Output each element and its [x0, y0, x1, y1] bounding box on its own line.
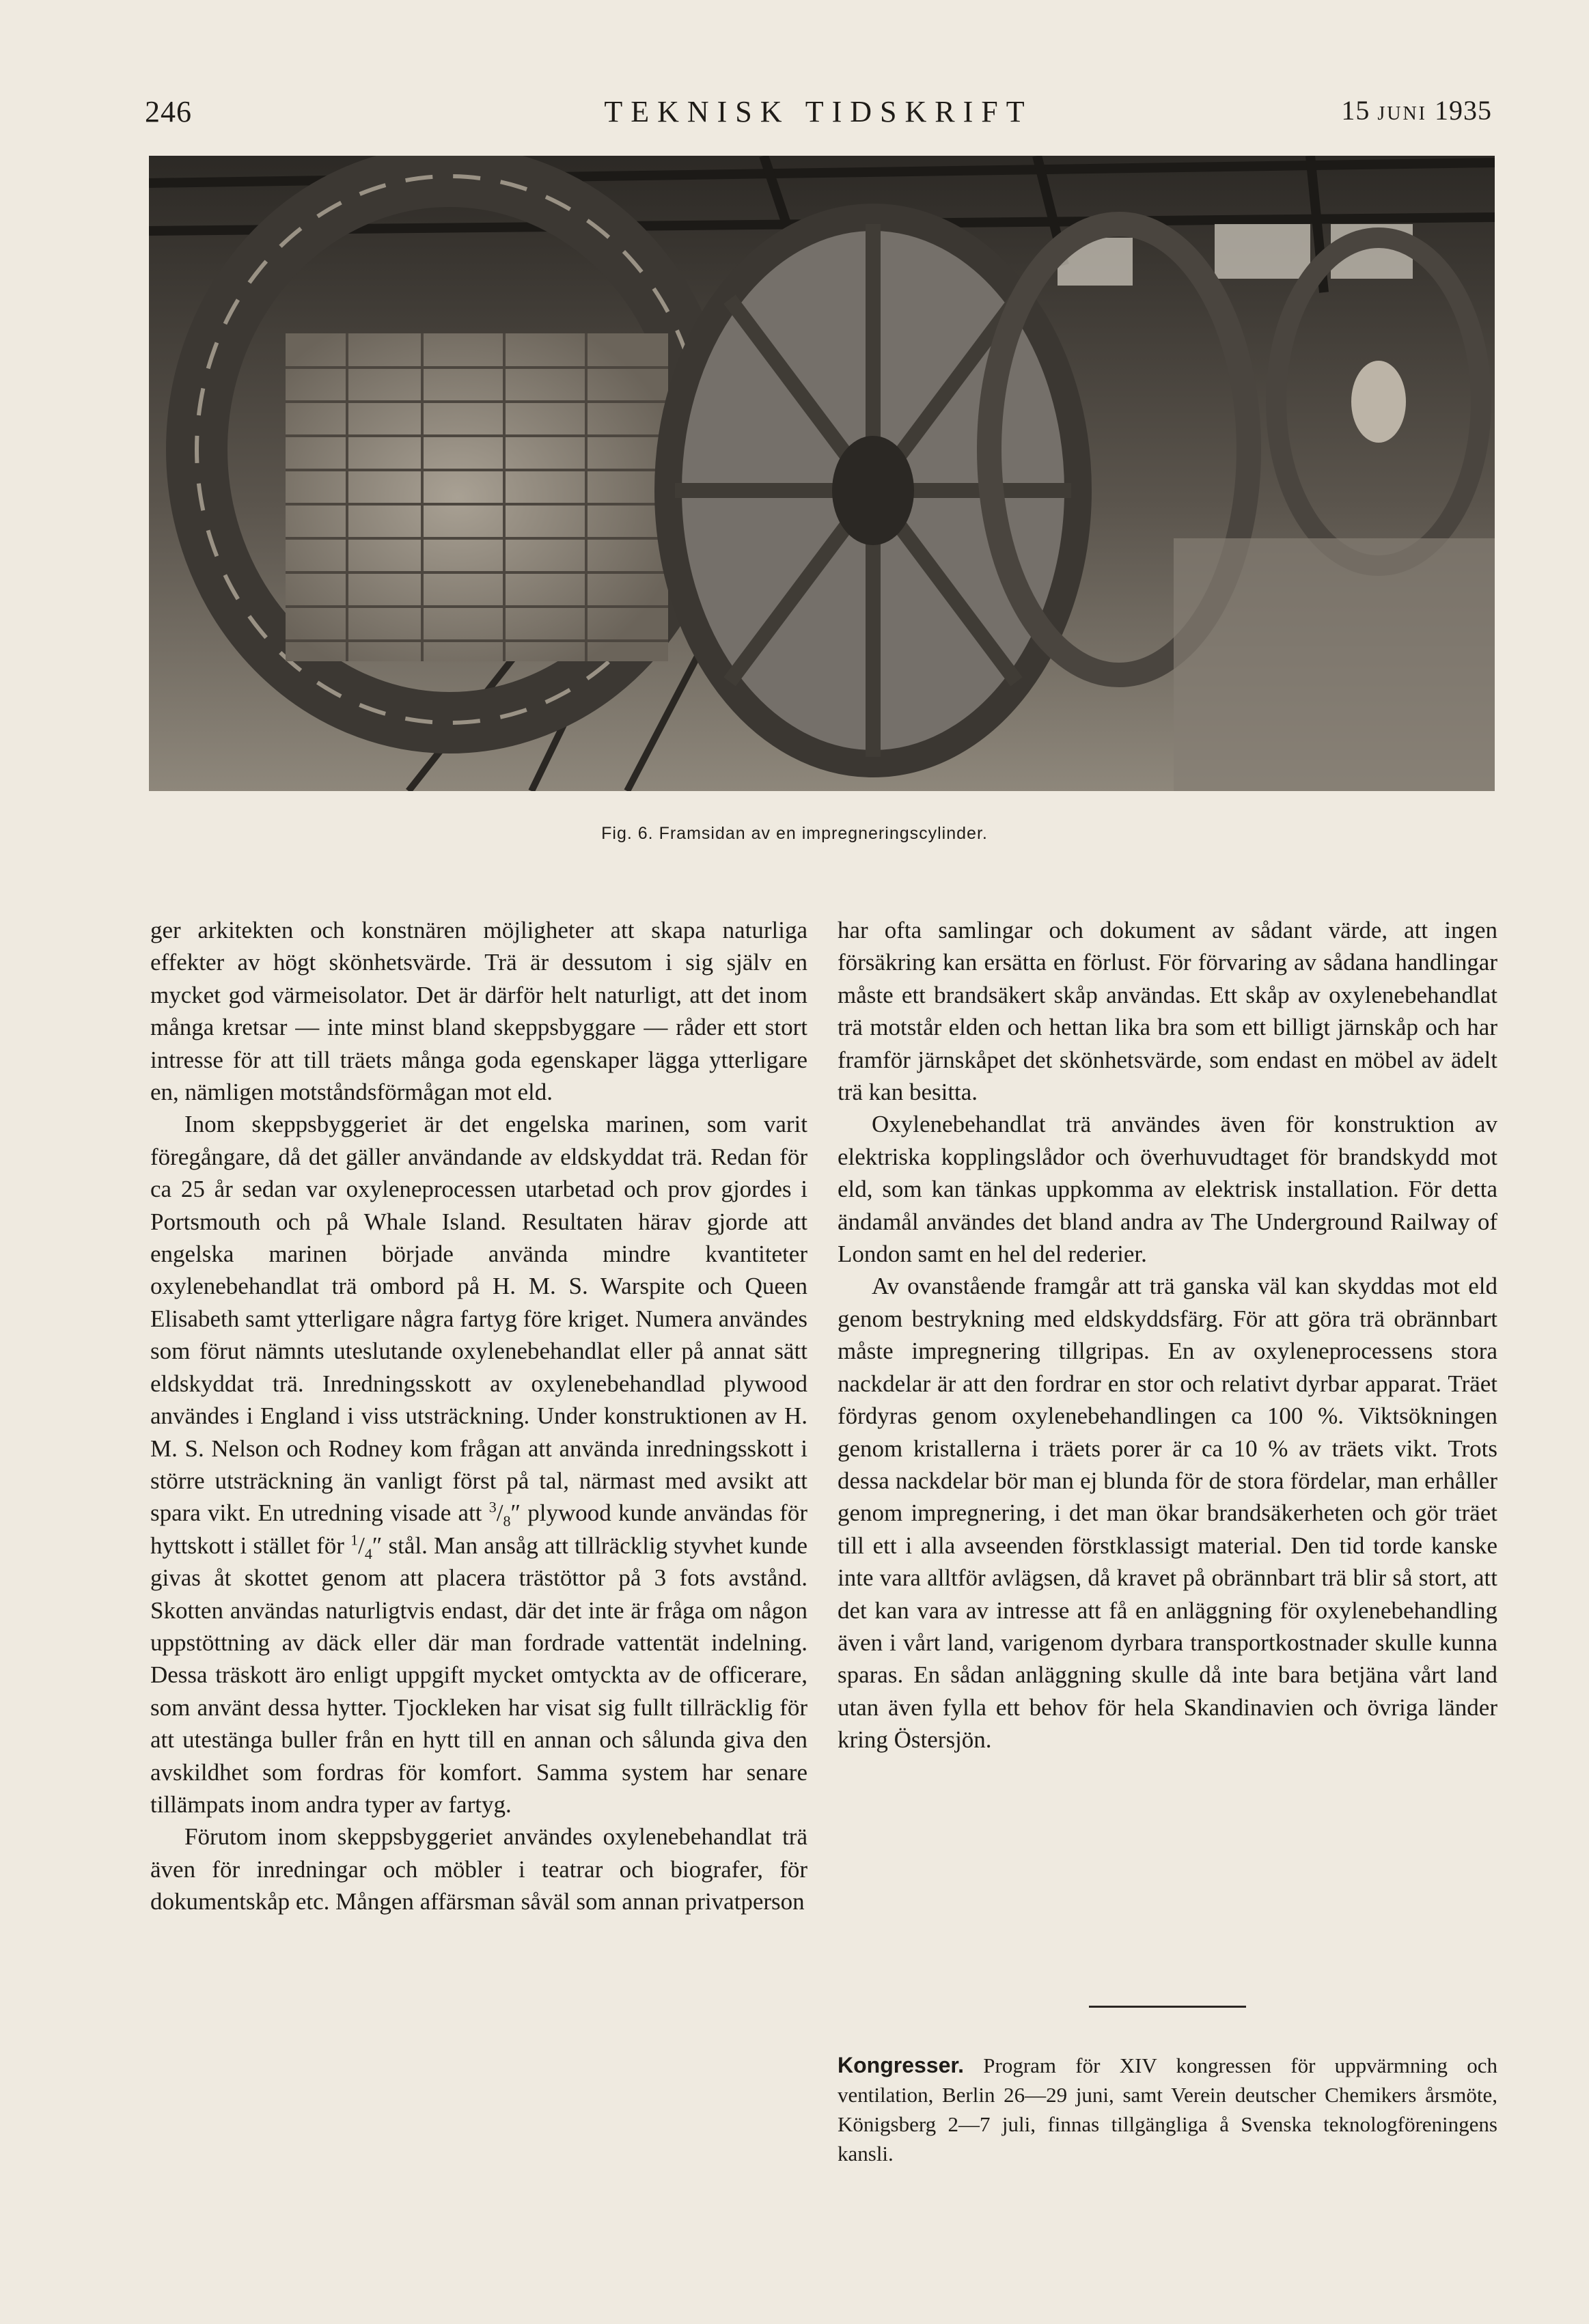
date-month: JUNI — [1377, 103, 1427, 124]
paragraph-text: Inom skeppsbyggeriet är det engelska marinen, som varit föregångare, då det gäller användande av eldskyddat trä. Redan för ca 25 år sedan var oxyleneprocessen utarbetad och prov gjordes i Portsmouth och på Whale Island. Resultaten härav gjorde att engelska marinen började använda mindre kvantiteter oxylenebehandlat trä ombord på H. M. S. Warspite och Queen Elisabeth samt ytterligare några fartyg före kriget. Numera användes som förut nämnts uteslutande oxylenebehandlat eller på annat sätt eldskyddat trä. Inredningsskott av oxylenebehandlad plywood användes i England i viss utsträckning. Under konstruktionen av H. M. S. Nelson och Rodney kom frågan att använda inredningsskott i större utsträckning än vanligt först på tal, närmast med avsikt att spara vikt. En utredning visade att — [150, 1111, 807, 1527]
issue-date — [1341, 94, 1492, 126]
congress-notice — [838, 2051, 1497, 2168]
page-header — [145, 94, 1492, 135]
notice-heading: Kongresser. — [838, 2053, 964, 2077]
date-day: 15 — [1341, 95, 1370, 126]
journal-title: TEKNISK TIDSKRIFT — [604, 95, 1033, 128]
fraction-numerator: 3 — [488, 1498, 497, 1516]
paragraph-text: ″ stål. Man ansåg att tillräcklig styvhet kunde givas åt skottet genom att placera trästöttor på 3 fots avstånd. Skotten användas naturligtvis endast, där det inte är fråga om någon uppstöttning av däck eller där man fordrade vattentät indelning. Dessa träskott äro enligt uppgift mycket omtyckta av de officerare, som använt dessa hytter. Tjockleken har visat sig fullt tillräcklig för att utestänga buller från en hytt till en annan och sålunda giva den avskildhet som fordras för komfort. Samma system har senare tillämpats inom andra typer av fartyg. — [150, 1532, 808, 1818]
date-year: 1935 — [1435, 95, 1492, 126]
paragraph: ger arkitekten och konstnären möjligheter att skapa naturliga effekter av högt skönhetsvärde. Trä är dessutom i sig själv en mycket god värmeisolator. Det är därför helt naturligt, att det inom många kretsar — inte minst bland skeppsbyggare — råder ett stort intresse för att till träets många goda egenskaper lägga ytterligare en, nämligen motståndsförmågan mot eld. — [150, 917, 807, 1106]
impregnation-cylinder-photo — [149, 156, 1495, 791]
notice-text: Program för XIV kongressen för uppvärmning och ventilation, Berlin 26—29 juni, samt Verein deutscher Chemikers årsmöte, Königsberg 2—7 juli, finnas tillgängliga å Svenska teknologföreningens kansli. — [838, 2053, 1497, 2166]
figure-caption: Fig. 6. Framsidan av en impregneringscylinder. — [601, 824, 988, 843]
paragraph-text: ″ plywood kunde användas för hyttskott i stället för — [150, 1499, 807, 1559]
right-column — [838, 914, 1497, 1756]
paragraph: har ofta samlingar och dokument av sådant värde, att ingen försäkring kan ersätta en förlust. För förvaring av sådana handlingar måste ett brandsäkert skåp användas. Ett skåp av oxylenebehandlat trä motstår elden och hettan lika bra som ett billigt järnskåp och har framför järnskåpet det skönhetsvärde, som endast en möbel av ädelt trä kan besitta. — [838, 917, 1497, 1106]
paragraph: Oxylenebehandlat trä användes även för konstruktion av elektriska kopplingslådor och överhuvudtaget för brandskydd mot eld, som kan tänkas uppkomma av elektrisk installation. För detta ändamål användes det bland andra av The Underground Railway of London samt en hel del rederier. — [838, 1111, 1497, 1268]
fraction-denominator: 8 — [503, 1512, 511, 1530]
left-column — [150, 914, 807, 1918]
fraction-denominator: 4 — [364, 1545, 372, 1562]
page-number: 246 — [145, 95, 192, 128]
paragraph: Förutom inom skeppsbyggeriet användes oxylenebehandlat trä även för inredningar och möbler i teatrar och biografer, för dokumentskåp etc. Mången affärsman såväl som annan privatperson — [150, 1823, 807, 1915]
fraction-numerator: 1 — [350, 1531, 359, 1549]
section-divider — [1089, 2006, 1246, 2008]
paragraph: Inom skeppsbyggeriet är det engelska marinen, som varit föregångare, då det gäller användande av eldskyddat trä. Redan för ca 25 år sedan var oxyleneprocessen utarbetad och prov gjordes i Portsmouth och på Whale Island. Resultaten härav gjorde att engelska marinen började använda mindre kvantiteter oxylenebehandlat trä ombord på H. M. S. Warspite och Queen Elisabeth samt ytterligare några fartyg före kriget. Numera användes som förut nämnts uteslutande oxylenebehandlat eller på annat sätt eldskyddat trä. Inredningsskott av oxylenebehandlad plywood användes i England i viss utsträckning. Under konstruktionen av H. M. S. Nelson och Rodney kom frågan att använda inredningsskott i större utsträckning än vanligt först på tal, närmast med avsikt att spara vikt. En utredning visade att $^3/_8''$ plywood kunde användas för hyttskott i stället för $^1/_4''$ stål. Man ansåg att tillräcklig styvhet kunde givas åt skottet genom att placera trästöttor på 3 fots avstånd. Skotten användas naturligtvis endast, där det inte är fråga om någon uppstöttning av däck eller där man fordrade vattentät indelning. Dessa träskott äro enligt uppgift mycket omtyckta av de officerare, som använt dessa hytter. Tjockleken har visat sig fullt tillräcklig för att utestänga buller från en hytt till en annan och sålunda giva den avskildhet som fordras för komfort. Samma system har senare tillämpats inom andra typer av fartyg. — [150, 1111, 808, 1818]
paragraph: Av ovanstående framgår att trä ganska väl kan skyddas mot eld genom bestrykning med eldskyddsfärg. För att göra trä obrännbart måste impregnering tillgripas. En av oxyleneprocessens stora nackdelar är att den fordrar en stor och relativt dyrbar apparat. Träet fördyras genom oxylenebehandlingen ca 100 %. Viktsökningen genom kristallerna i träets porer är ca 10 % av träets vikt. Trots dessa nackdelar bör man ej blunda för de stora fördelar, man erhåller genom impregnering, i det man ökar brandsäkerheten och gör träet till ett i alla avseenden förstklassigt material. Den tid torde kanske inte vara alltför avlägsen, då kravet på obrännbart trä blir så stort, att det kan vara av intresse att få en anläggning för oxylenebehandling även i vårt land, varigenom dyrbara transportkostnader skulle kunna sparas. En sådan anläggning skulle då inte bara betjäna vårt land utan även fylla ett behov för hela Skandinavien och övriga länder kring Östersjön. — [838, 1273, 1497, 1754]
photo-illustration — [149, 156, 1495, 791]
